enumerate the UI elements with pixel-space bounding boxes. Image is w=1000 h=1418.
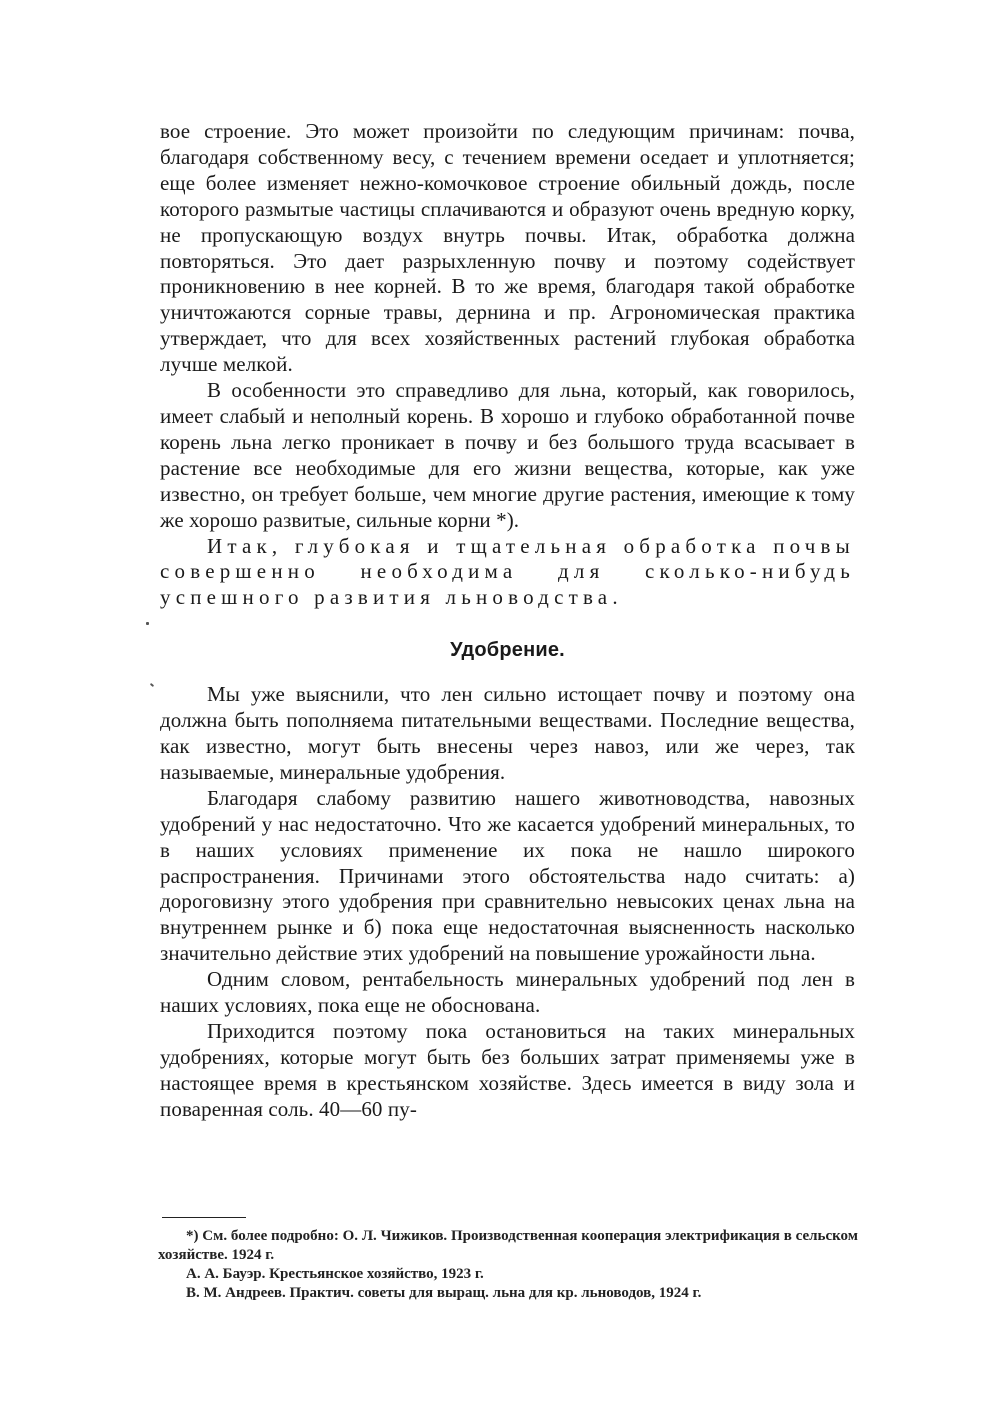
paragraph-profitability: Одним словом, рентабельность минеральных удобрений под лен в наших условиях, пока еще не обоснована. [160, 967, 855, 1018]
footnote-bauer: А. А. Бауэр. Крестьянское хозяйство, 1923 г. [186, 1266, 484, 1282]
footnotes [158, 1227, 858, 1303]
main-text [160, 119, 855, 1123]
footnote-divider [162, 1217, 246, 1218]
paragraph-emphasis-conclusion: Итак, глубокая и тщательная обработка почвы совершенно необходима для сколько-нибудь успешного развития льноводства. [160, 533, 855, 610]
paragraph-ash-salt: Приходится поэтому пока остановиться на таких минеральных удобрениях, которые могут быть без больших затрат применяемы уже в настоящее время в крестьянском хозяйстве. Здесь имеется в виду зола и поваренная соль. 40—60 пу- [160, 1019, 855, 1121]
paragraph-manure-mineral: Благодаря слабому развитию нашего животноводства, навозных удобрений у нас недостаточно. Что же касается удобрений минеральных, то в наших условиях применение их пока не нашло широкого распространения. Причинами этого обстоятельства надо считать: а) дороговизну этого удобрения при сравнительно невысоких ценах льна на внутреннем рынке и б) пока еще недостаточная выясненность насколько значительно действие этих удобрений на повышение урожайности льна. [160, 785, 855, 966]
scan-speck [146, 622, 149, 625]
paragraph-flax-roots: В особенности это справедливо для льна, который, как говорилось, имеет слабый и неполный корень. В хорошо и глубоко обработанной почве корень льна легко проникает в почву и без большого труда всасывает в растение все необходимые для его жизни вещества, которые, как уже известно, он требует больше, чем многие другие растения, имеющие к тому же хорошо развитые, сильные корни *). [160, 378, 855, 532]
footnote-chizhikov: *) См. более подробно: О. Л. Чижиков. Производственная кооперация электрификация в сельском хозяйстве. 1924 г. [158, 1228, 858, 1263]
footnote-andreev: В. М. Андреев. Практич. советы для выращ. льна для кр. льноводов, 1924 г. [186, 1285, 702, 1301]
paragraph-fertilizer-intro: Мы уже выяснили, что лен сильно истощает почву и поэтому она должна быть пополняема питательными веществами. Последние вещества, как известно, могут быть внесены через навоз, или же через, так называемые, минеральные удобрения. [160, 682, 855, 784]
section-heading: Удобрение. [450, 639, 565, 662]
scan-speck [150, 683, 154, 687]
paragraph-soil-structure: вое строение. Это может произойти по следующим причинам: почва, благодаря собственному весу, с течением времени оседает и уплотняется; еще более изменяет нежно-комочковое строение обильный дождь, после которого размытые частицы сплачиваются и образуют очень вредную корку, не пропускающую воздух внутрь почвы. Итак, обработка должна повторяться. Это дает разрыхленную почву и поэтому содействует проникновению в нее корней. В то же время, благодаря такой обработке уничтожаются сорные травы, дернина и пр. Агрономическая практика утверждает, что для всех хозяйственных растений глубокая обработка лучше мелкой. [160, 119, 855, 377]
